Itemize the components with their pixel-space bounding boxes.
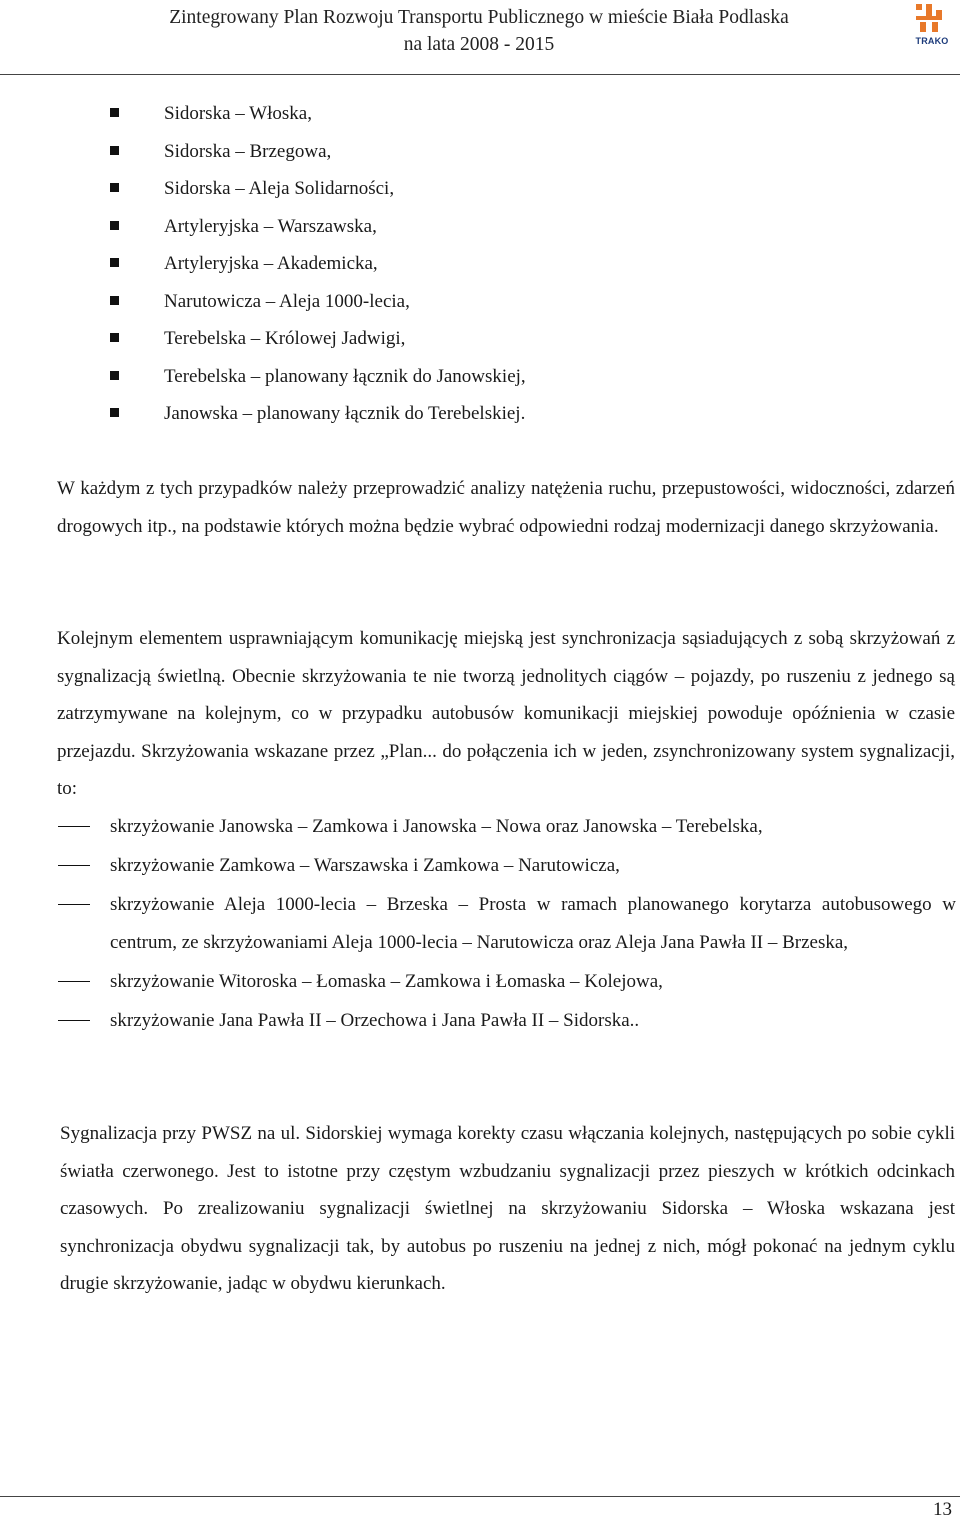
bullet-item — [0, 170, 960, 208]
dash-item-text: skrzyżowanie Jana Pawła II – Orzechowa i Jana Pawła II – Sidorska.. — [110, 1009, 640, 1031]
dash-bullet-icon — [58, 981, 90, 982]
paragraph-synchronization: Kolejnym elementem usprawniającym komunikację miejską jest synchronizacja sąsiadujących z sobą skrzyżowań z sygnalizacją świetlną. Obecnie skrzyżowania te nie tworzą jednolitych ciągów – pojazdy, po ruszeniu z jednego są zatrzymywane na kolejnym, co w przypadku autobusów komunikacji miejskiej powoduje opóźnienia w czasie przejazdu. Skrzyżowania wskazane przez „Plan... do połączenia ich w jeden, zsynchronizowany system sygnalizacji, to: — [57, 628, 955, 799]
bullet-text: Terebelska – Królowej Jadwigi, — [164, 328, 406, 349]
paragraph-analysis: W każdym z tych przypadków należy przeprowadzić analizy natężenia ruchu, przepustowości, widoczności, zdarzeń drogowych itp., na podstawie których można będzie wybrać odpowiedni rodzaj modernizacji danego skrzyżowania. — [57, 478, 955, 537]
dash-item-text: skrzyżowanie Janowska – Zamkowa i Janowska – Nowa oraz Janowska – Terebelska, — [110, 816, 763, 837]
footer-divider — [0, 1496, 960, 1497]
header-title-line2: na lata 2008 - 2015 — [403, 34, 555, 55]
page-number: 13 — [933, 1499, 952, 1520]
square-bullet-icon — [110, 371, 119, 380]
intersection-bullet-list — [0, 95, 960, 433]
synchronized-intersections-list — [0, 808, 960, 1041]
dash-list-item — [0, 847, 960, 885]
bullet-item — [0, 95, 960, 133]
dash-list-item — [0, 963, 960, 1001]
dash-item-text: skrzyżowanie Witoroska – Łomaska – Zamkowa i Łomaska – Kolejowa, — [110, 970, 663, 992]
dash-bullet-icon — [58, 1020, 90, 1021]
logo-text: TRAKO — [915, 36, 949, 46]
square-bullet-icon — [110, 108, 119, 117]
dash-bullet-icon — [58, 865, 90, 866]
dash-item-text: skrzyżowanie Aleja 1000-lecia – Brzeska – Prosta w ramach planowanego korytarza autobusowego w centrum, ze skrzyżowaniami Aleja 1000-lecia – Narutowicza oraz Aleja Jana Pawła II – Brzeska, — [110, 894, 956, 953]
dash-bullet-icon — [58, 904, 90, 905]
page-header — [0, 0, 960, 75]
header-title — [60, 4, 898, 58]
bullet-item — [0, 395, 960, 433]
header-title-line1: Zintegrowany Plan Rozwoju Transportu Publicznego w mieście Biała Podlaska — [169, 7, 789, 28]
square-bullet-icon — [110, 221, 119, 230]
bullet-item — [0, 133, 960, 171]
square-bullet-icon — [110, 296, 119, 305]
square-bullet-icon — [110, 183, 119, 192]
bullet-item — [0, 208, 960, 246]
paragraph-pwsz-signal: Sygnalizacja przy PWSZ na ul. Sidorskiej wymaga korekty czasu włączania kolejnych, następujących po sobie cykli światła czerwonego. Jest to istotne przy częstym wzbudzaniu sygnalizacji przez pieszych w krótkich odcinkach czasowych. Po zrealizowaniu sygnalizacji świetlnej na skrzyżowaniu Sidorska – Włoska wskazana jest synchronizacja obydwu sygnalizacji tak, by autobus po ruszeniu na jednej z nich, mógł pokonać na jednym cyklu drugie skrzyżowanie, jadąc w obydwu kierunkach. — [60, 1123, 955, 1294]
bullet-text: Artyleryjska – Akademicka, — [164, 253, 378, 274]
dash-bullet-icon — [58, 826, 90, 827]
dash-list-item — [0, 808, 960, 846]
bullet-text: Janowska – planowany łącznik do Terebelskiej. — [164, 403, 526, 424]
bullet-text: Sidorska – Aleja Solidarności, — [164, 178, 395, 199]
dash-list-item — [0, 886, 960, 961]
dash-item-text: skrzyżowanie Zamkowa – Warszawska i Zamkowa – Narutowicza, — [110, 855, 620, 876]
bullet-text: Narutowicza – Aleja 1000-lecia, — [164, 290, 410, 312]
bullet-item — [0, 358, 960, 396]
bullet-item — [0, 320, 960, 358]
square-bullet-icon — [110, 258, 119, 267]
bullet-item — [0, 245, 960, 283]
bullet-text: Sidorska – Brzegowa, — [164, 140, 332, 162]
bullet-item — [0, 283, 960, 321]
square-bullet-icon — [110, 408, 119, 417]
bullet-text: Terebelska – planowany łącznik do Janowskiej, — [164, 365, 526, 387]
bullet-text: Artyleryjska – Warszawska, — [164, 215, 377, 237]
bullet-text: Sidorska – Włoska, — [164, 103, 312, 124]
square-bullet-icon — [110, 333, 119, 342]
dash-list-item — [0, 1002, 960, 1040]
square-bullet-icon — [110, 146, 119, 155]
